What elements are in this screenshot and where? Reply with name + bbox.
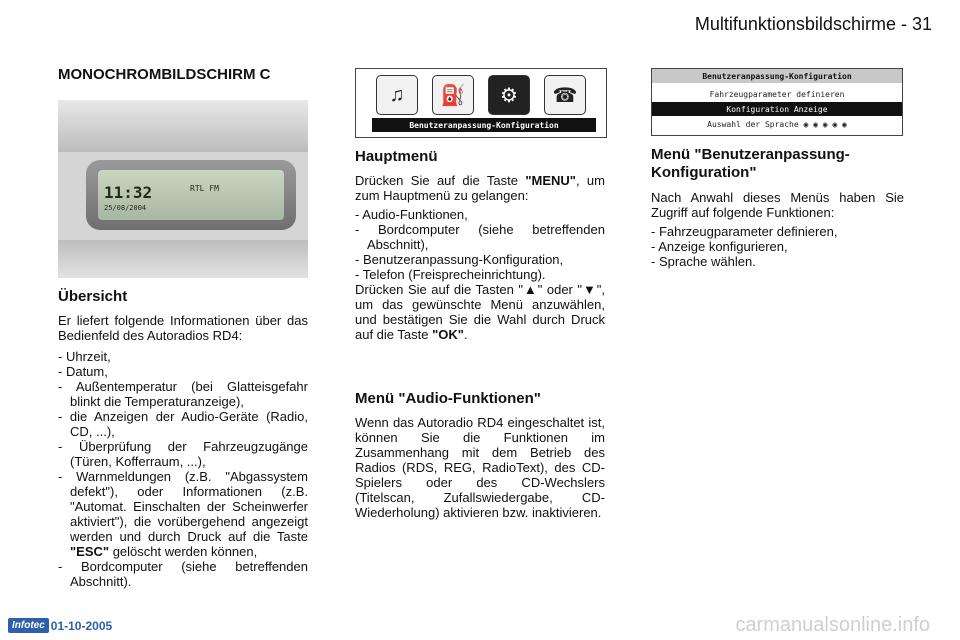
- lcd-time: 11:32: [104, 183, 153, 202]
- esc-key: "ESC": [70, 544, 110, 559]
- lcd-date: 25/08/2004: [104, 204, 147, 212]
- main-menu-instructions: Drücken Sie auf die Tasten "▲" oder "▼", um das gewünschte Menü anzuwählen, und bestätigen Sie die Wahl durch Druck auf die Taste "OK".: [355, 282, 605, 342]
- list-item: - Audio-Funktionen,: [355, 207, 605, 222]
- overview-intro: Er liefert folgende Informationen über das Bedienfeld des Autoradios RD4:: [58, 313, 308, 343]
- list-item: - Telefon (Freisprecheinrichtung).: [355, 267, 605, 282]
- list-item: - Außentemperatur (bei Glatteisgefahr blinkt die Temperaturanzeige),: [58, 379, 308, 409]
- ok-key: "OK": [432, 327, 464, 342]
- footer-date: 01-10-2005: [50, 618, 113, 633]
- overview-section: [58, 288, 308, 589]
- music-icon: ♫: [376, 75, 418, 115]
- phone-icon: ☎: [544, 75, 586, 115]
- list-item: - Uhrzeit,: [58, 349, 308, 364]
- config-list: [651, 224, 904, 269]
- list-item: - Überprüfung der Fahrzeugzugänge (Türen, Kofferraum, ...),: [58, 439, 308, 469]
- settings-sliders-icon: ⚙: [488, 75, 530, 115]
- language-flag-icons: ◉ ◉ ◉ ◉ ◉: [803, 119, 847, 129]
- list-item: - Bordcomputer (siehe betreffenden Abschnitt).: [58, 559, 308, 589]
- config-menu-row: Auswahl der Sprache ◉ ◉ ◉ ◉ ◉: [707, 119, 847, 129]
- lcd-radio: RTL FM: [190, 184, 219, 193]
- main-menu-image: [355, 68, 607, 138]
- lcd-screen: [98, 170, 284, 220]
- overview-list: [58, 349, 308, 589]
- overview-title: Übersicht: [58, 288, 128, 305]
- config-menu-row-selected: Konfiguration Anzeige: [652, 102, 902, 116]
- fuel-pump-icon: ⛽: [432, 75, 474, 115]
- watermark: carmanualsonline.info: [735, 614, 930, 636]
- audio-section: [355, 390, 605, 520]
- config-menu-header: Benutzeranpassung-Konfiguration: [652, 69, 902, 83]
- audio-text: Wenn das Autoradio RD4 eingeschaltet ist, können Sie die Funktionen im Zusammenhang mit dem Betrieb des Radios (RDS, REG, RadioText), des CD-Spielers oder des CD-Wechslers (Titelscan, Zufallswiedergabe, CD-Wiederholung) aktivieren bzw. inaktivieren.: [355, 415, 605, 520]
- list-item: - Datum,: [58, 364, 308, 379]
- infotec-logo: Infotec: [8, 618, 49, 633]
- main-menu-intro: Drücken Sie auf die Taste "MENU", um zum Hauptmenü zu gelangen:: [355, 173, 605, 203]
- header-title: Multifunktionsbildschirme: [694, 14, 896, 34]
- menu-key: "MENU": [525, 173, 576, 188]
- list-item: - Anzeige konfigurieren,: [651, 239, 904, 254]
- list-item: - Benutzeranpassung-Konfiguration,: [355, 252, 605, 267]
- section-title: MONOCHROMBILDSCHIRM C: [58, 66, 271, 83]
- main-menu-list: [355, 207, 605, 282]
- config-title: Menü "Benutzeranpassung-Konfiguration": [651, 146, 850, 181]
- display-frame: [86, 160, 296, 230]
- arrow-down-icon: ▼: [582, 282, 597, 297]
- main-menu-title: Hauptmenü: [355, 148, 438, 165]
- list-item: - Bordcomputer (siehe betreffenden Abschnitt),: [355, 222, 605, 252]
- config-menu-image: [651, 68, 903, 136]
- audio-title: Menü "Audio-Funktionen": [355, 390, 541, 407]
- list-item: - die Anzeigen der Audio-Geräte (Radio, CD, ...),: [58, 409, 308, 439]
- list-item: - Fahrzeugparameter definieren,: [651, 224, 904, 239]
- config-intro: Nach Anwahl dieses Menüs haben Sie Zugriff auf folgende Funktionen:: [651, 190, 904, 220]
- config-menu-row: Fahrzeugparameter definieren: [709, 89, 845, 99]
- list-item: - Sprache wählen.: [651, 254, 904, 269]
- footer: [8, 618, 112, 633]
- menu-label: Benutzeranpassung-Konfiguration: [372, 118, 596, 132]
- page-header: Multifunktionsbildschirme - 31: [694, 14, 932, 34]
- page-number: 31: [911, 14, 932, 34]
- main-menu-section: [355, 148, 605, 342]
- dashboard-display-image: [58, 100, 308, 278]
- config-section: [651, 146, 904, 269]
- arrow-up-icon: ▲: [522, 282, 538, 297]
- list-item-warnings: - Warnmeldungen (z.B. "Abgassystem defekt"), oder Informationen (z.B. "Automat. Einschalten der Scheinwerfer aktiviert"), die vorübergehend angezeigt werden und durch Druck auf die Taste "ESC" gelöscht werden können,: [58, 469, 308, 559]
